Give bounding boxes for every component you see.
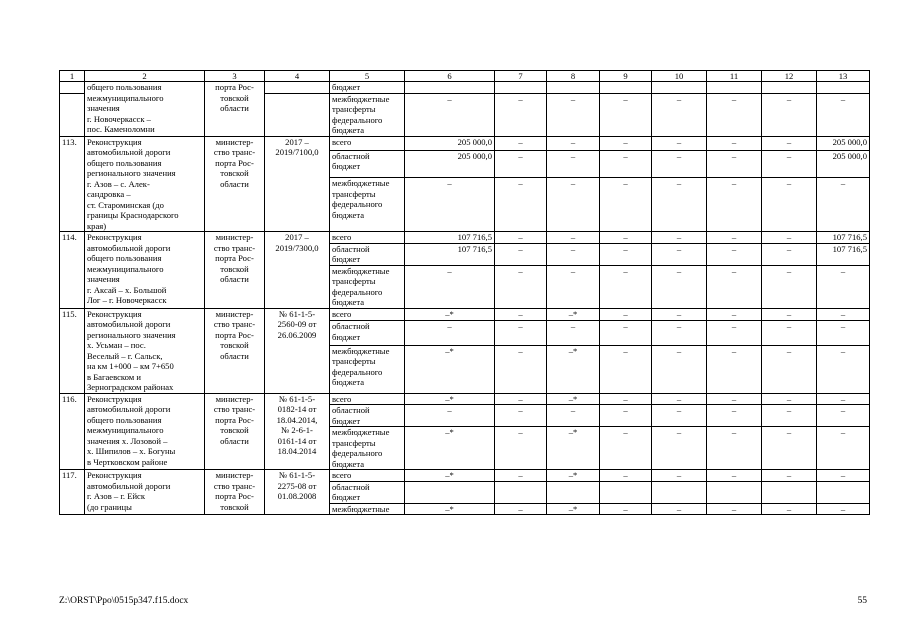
column-number-3: 3 [205, 71, 265, 82]
table-row [60, 470, 870, 482]
row-number: 113. [60, 136, 85, 232]
program-table [59, 70, 870, 515]
value-cell [762, 481, 817, 503]
table-row [60, 232, 870, 244]
value-cell [600, 82, 652, 94]
value-cell [600, 481, 652, 503]
column-number-6: 6 [405, 71, 495, 82]
value-cell: – [495, 345, 547, 393]
column-number-8: 8 [547, 71, 600, 82]
object-name: Реконструкция автомобильной дороги г. Азов – г. Ейск (до границы [85, 470, 205, 515]
value-cell: – [652, 393, 707, 405]
value-cell: – [707, 308, 762, 321]
funding-source: межбюджетные трансферты федерального бюджета [330, 427, 405, 470]
value-cell: – [762, 232, 817, 244]
page-number: 55 [857, 596, 867, 606]
value-cell: – [762, 136, 817, 150]
value-cell: – [495, 427, 547, 470]
value-cell: – [817, 393, 870, 405]
value-cell [405, 82, 495, 94]
value-cell: –* [405, 393, 495, 405]
column-number-9: 9 [600, 71, 652, 82]
value-cell: –* [547, 393, 600, 405]
row-number: 115. [60, 308, 85, 393]
funding-source: межбюджетные трансферты федерального бюджета [330, 93, 405, 136]
value-cell: – [762, 150, 817, 177]
value-cell: – [405, 265, 495, 308]
funding-source: областной бюджет [330, 405, 405, 427]
value-cell: – [495, 470, 547, 482]
value-cell: – [652, 503, 707, 515]
column-number-4: 4 [265, 71, 330, 82]
value-cell: – [652, 93, 707, 136]
row-number [60, 93, 85, 136]
value-cell: – [495, 93, 547, 136]
row-number: 114. [60, 232, 85, 309]
value-cell: –* [547, 470, 600, 482]
executor: порта Рос- товской области [205, 82, 265, 137]
value-cell: – [652, 470, 707, 482]
value-cell [547, 82, 600, 94]
column-number-7: 7 [495, 71, 547, 82]
value-cell [652, 481, 707, 503]
funding-source: всего [330, 393, 405, 405]
funding-source: бюджет [330, 82, 405, 94]
value-cell: – [495, 308, 547, 321]
column-number-13: 13 [817, 71, 870, 82]
value-cell: – [762, 178, 817, 232]
value-cell: – [652, 427, 707, 470]
funding-source: всего [330, 136, 405, 150]
value-cell: –* [547, 345, 600, 393]
funding-source: областной бюджет [330, 150, 405, 177]
value-cell: – [547, 265, 600, 308]
term-cell: 2017 – 2019/7100,0 [265, 136, 330, 232]
value-cell: –* [547, 427, 600, 470]
value-cell: – [405, 321, 495, 345]
executor: министер- ство транс- порта Рос- товской области [205, 308, 265, 393]
column-number-11: 11 [707, 71, 762, 82]
value-cell: – [707, 503, 762, 515]
value-cell: – [600, 150, 652, 177]
value-cell: – [817, 503, 870, 515]
value-cell: – [600, 405, 652, 427]
object-name: Реконструкция автомобильной дороги регионального значения х. Усьман – пос. Веселый – г. Сальск, на км 1+000 – км 7+650 в Багаевском и Зерноградском районах [85, 308, 205, 393]
value-cell: – [405, 93, 495, 136]
term-cell [265, 93, 330, 136]
value-cell: 205 000,0 [405, 150, 495, 177]
object-name: общего пользования межмуниципального значения г. Новочеркасск – пос. Каменоломни [85, 82, 205, 137]
value-cell: 205 000,0 [405, 136, 495, 150]
value-cell: – [495, 232, 547, 244]
value-cell: – [652, 405, 707, 427]
value-cell: – [652, 308, 707, 321]
term-cell: № 61-1-5- 0182-14 от 18.04.2014, № 2-6-1- 0161-14 от 18.04.2014 [265, 393, 330, 470]
footer-file-path: Z:\ORST\Ppo\0515p347.f15.docx [59, 596, 189, 606]
value-cell: 205 000,0 [817, 150, 870, 177]
value-cell: – [600, 93, 652, 136]
value-cell: – [817, 470, 870, 482]
row-number [60, 82, 85, 94]
executor: министер- ство транс- порта Рос- товской области [205, 136, 265, 232]
value-cell: – [707, 405, 762, 427]
term-cell: № 61-1-5- 2560-09 от 26.06.2009 [265, 308, 330, 393]
value-cell: – [547, 243, 600, 265]
value-cell: – [707, 232, 762, 244]
value-cell: – [495, 243, 547, 265]
value-cell: – [707, 265, 762, 308]
value-cell: – [547, 321, 600, 345]
value-cell [495, 82, 547, 94]
funding-source: областной бюджет [330, 321, 405, 345]
value-cell: – [652, 243, 707, 265]
value-cell [817, 481, 870, 503]
value-cell: – [547, 232, 600, 244]
term-cell: № 61-1-5- 2275-08 от 01.08.2008 [265, 470, 330, 515]
value-cell: – [547, 150, 600, 177]
value-cell: – [495, 265, 547, 308]
value-cell: – [707, 178, 762, 232]
term-cell [265, 82, 330, 94]
value-cell: –* [405, 503, 495, 515]
value-cell: – [547, 405, 600, 427]
value-cell: –* [405, 427, 495, 470]
value-cell: – [762, 393, 817, 405]
value-cell: – [600, 345, 652, 393]
column-number-5: 5 [330, 71, 405, 82]
table-row [60, 82, 870, 94]
value-cell: – [600, 265, 652, 308]
value-cell: 107 716,5 [817, 243, 870, 265]
value-cell: – [652, 232, 707, 244]
value-cell: – [707, 321, 762, 345]
value-cell: – [762, 427, 817, 470]
value-cell: – [707, 427, 762, 470]
value-cell [405, 481, 495, 503]
value-cell: 107 716,5 [405, 243, 495, 265]
value-cell: – [652, 150, 707, 177]
column-number-2: 2 [85, 71, 205, 82]
value-cell: – [652, 136, 707, 150]
value-cell: – [495, 178, 547, 232]
value-cell [817, 82, 870, 94]
value-cell: – [817, 93, 870, 136]
value-cell: – [707, 93, 762, 136]
column-number-10: 10 [652, 71, 707, 82]
value-cell: – [707, 345, 762, 393]
value-cell: – [817, 345, 870, 393]
value-cell: – [600, 393, 652, 405]
value-cell: 107 716,5 [817, 232, 870, 244]
value-cell: – [652, 321, 707, 345]
table-body [60, 71, 870, 515]
value-cell [495, 481, 547, 503]
value-cell: – [762, 321, 817, 345]
value-cell: – [817, 321, 870, 345]
value-cell: – [707, 136, 762, 150]
value-cell: – [495, 393, 547, 405]
value-cell: – [762, 308, 817, 321]
funding-source: межбюджетные трансферты федерального бюджета [330, 345, 405, 393]
executor: министер- ство транс- порта Рос- товской [205, 470, 265, 515]
value-cell: – [600, 427, 652, 470]
value-cell: – [600, 243, 652, 265]
value-cell: – [495, 136, 547, 150]
value-cell: – [762, 405, 817, 427]
term-cell: 2017 – 2019/7300,0 [265, 232, 330, 309]
header-row [60, 71, 870, 82]
value-cell: 107 716,5 [405, 232, 495, 244]
funding-source: всего [330, 232, 405, 244]
object-name: Реконструкция автомобильной дороги общего пользования регионального значения г. Азов – с. Алек- сандровка – ст. Староминская (до границы Краснодарского края) [85, 136, 205, 232]
value-cell: – [817, 405, 870, 427]
value-cell: – [495, 405, 547, 427]
value-cell: –* [547, 503, 600, 515]
funding-source: областной бюджет [330, 481, 405, 503]
value-cell: – [600, 503, 652, 515]
value-cell [652, 82, 707, 94]
funding-source: межбюджетные [330, 503, 405, 515]
column-number-12: 12 [762, 71, 817, 82]
value-cell: – [495, 150, 547, 177]
funding-source: всего [330, 470, 405, 482]
table-row [60, 308, 870, 321]
value-cell: – [600, 470, 652, 482]
funding-source: областной бюджет [330, 243, 405, 265]
column-number-1: 1 [60, 71, 85, 82]
value-cell: – [652, 265, 707, 308]
value-cell: – [652, 178, 707, 232]
value-cell: – [495, 503, 547, 515]
value-cell: – [495, 321, 547, 345]
executor: министер- ство транс- порта Рос- товской области [205, 232, 265, 309]
value-cell: – [600, 308, 652, 321]
value-cell: –* [405, 470, 495, 482]
value-cell: – [707, 150, 762, 177]
value-cell: – [405, 405, 495, 427]
value-cell: – [600, 321, 652, 345]
object-name: Реконструкция автомобильной дороги общего пользования межмуниципального значения х. Лозовой – х. Шипилов – х. Богуны в Чертковском районе [85, 393, 205, 470]
value-cell: – [707, 243, 762, 265]
value-cell: – [547, 93, 600, 136]
object-name: Реконструкция автомобильной дороги общего пользования межмуниципального значения г. Аксай – х. Большой Лог – г. Новочеркасск [85, 232, 205, 309]
table-row [60, 136, 870, 150]
value-cell: – [762, 243, 817, 265]
value-cell: – [600, 136, 652, 150]
row-number: 117. [60, 470, 85, 515]
value-cell: – [762, 265, 817, 308]
value-cell: – [707, 393, 762, 405]
value-cell: –* [547, 308, 600, 321]
value-cell: – [762, 470, 817, 482]
value-cell: – [547, 136, 600, 150]
value-cell: 205 000,0 [817, 136, 870, 150]
value-cell: – [817, 178, 870, 232]
value-cell: –* [405, 308, 495, 321]
value-cell: – [817, 265, 870, 308]
table-row [60, 393, 870, 405]
value-cell [762, 82, 817, 94]
value-cell: – [762, 345, 817, 393]
value-cell: – [762, 503, 817, 515]
funding-source: межбюджетные трансферты федерального бюджета [330, 178, 405, 232]
value-cell: – [707, 470, 762, 482]
funding-source: межбюджетные трансферты федерального бюджета [330, 265, 405, 308]
value-cell: – [652, 345, 707, 393]
row-number: 116. [60, 393, 85, 470]
value-cell [707, 481, 762, 503]
value-cell [547, 481, 600, 503]
value-cell: – [547, 178, 600, 232]
value-cell: – [600, 232, 652, 244]
value-cell: –* [405, 345, 495, 393]
value-cell: – [762, 93, 817, 136]
funding-source: всего [330, 308, 405, 321]
value-cell: – [817, 427, 870, 470]
value-cell: – [600, 178, 652, 232]
executor: министер- ство транс- порта Рос- товской области [205, 393, 265, 470]
value-cell [707, 82, 762, 94]
value-cell: – [817, 308, 870, 321]
value-cell: – [405, 178, 495, 232]
